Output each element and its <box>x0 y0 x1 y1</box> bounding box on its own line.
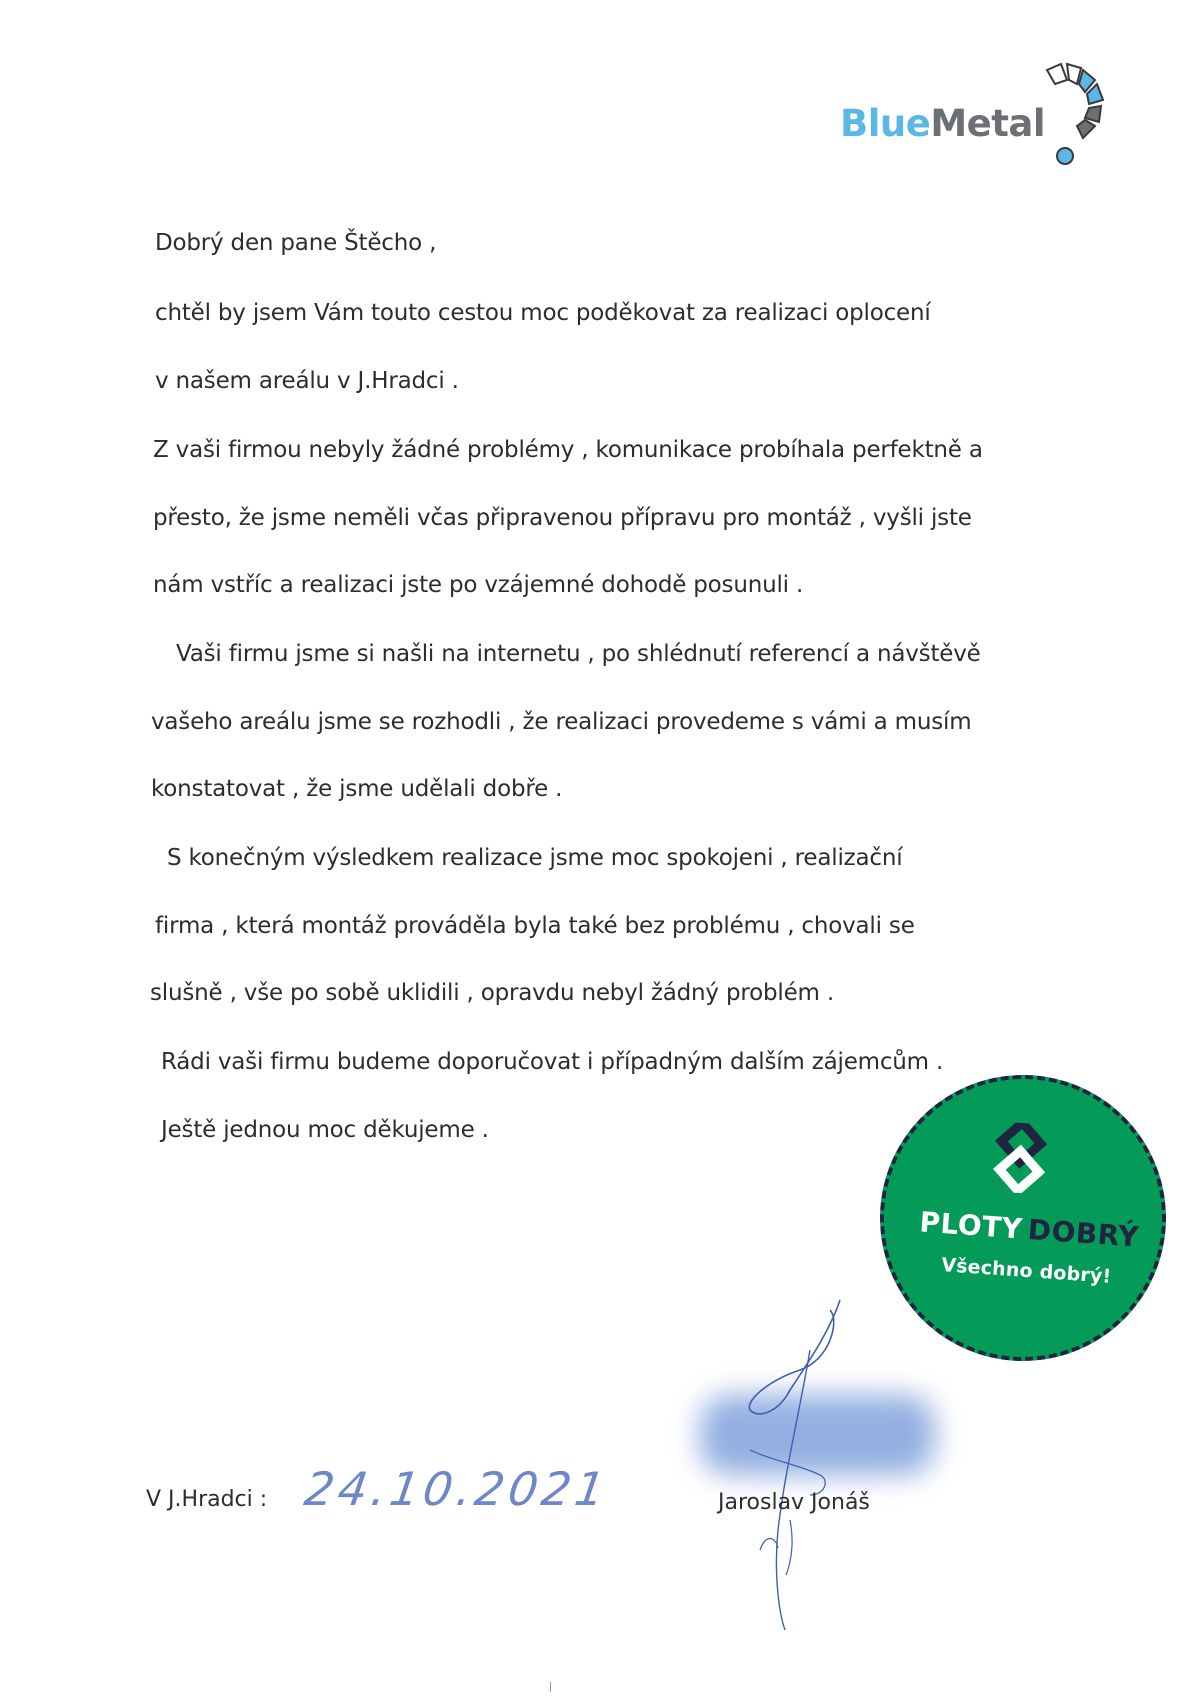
logo-wordmark <box>840 102 1045 145</box>
letter-line: přesto, že jsme neměli včas připravenou přípravu pro montáž , vyšli jste <box>153 505 972 531</box>
badge-slogan: Všechno dobrý! <box>940 1254 1113 1288</box>
letter-line: nám vstříc a realizaci jste po vzájemné dohodě posunuli . <box>153 572 804 598</box>
bluemetal-logo <box>840 62 1120 172</box>
handwritten-date: 24.10.2021 <box>301 1462 613 1516</box>
letter-line: Vaši firmu jsme si našli na internetu , po shlédnutí referencí a návštěvě <box>176 641 981 667</box>
letter-line: v našem areálu v J.Hradci . <box>155 368 459 394</box>
scan-mark <box>550 1682 551 1692</box>
letter-line: S konečným výsledkem realizace jsme moc spokojeni , realizační <box>167 845 903 871</box>
ploty-dobry-badge <box>880 1075 1170 1365</box>
place-label: V J.Hradci : <box>146 1487 268 1512</box>
badge-brand-dobry: DOBRÝ <box>1026 1212 1141 1254</box>
letter-line: Ještě jednou moc děkujeme . <box>161 1117 489 1143</box>
greeting: Dobrý den pane Štěcho , <box>155 230 437 256</box>
letter-line: firma , která montáž prováděla byla také bez problému , chovali se <box>155 913 915 939</box>
logo-blue-text: Blue <box>840 102 931 145</box>
badge-diamond-icon <box>983 1121 1058 1196</box>
letter-line: slušně , vše po sobě uklidili , opravdu nebyl žádný problém . <box>150 980 834 1006</box>
logo-question-mark-icon <box>1045 62 1105 172</box>
letter-line: konstatovat , že jsme udělali dobře . <box>151 776 563 802</box>
letter-line: Z vaši firmou nebyly žádné problémy , komunikace probíhala perfektně a <box>153 437 983 463</box>
logo-metal-text: Metal <box>930 102 1046 145</box>
letter-line: chtěl by jsem Vám touto cestou moc poděkovat za realizaci oplocení <box>155 300 931 326</box>
badge-brand-ploty: PLOTY <box>918 1205 1024 1246</box>
signature-scribble <box>690 1290 890 1650</box>
letter-line: vašeho areálu jsme se rozhodli , že realizaci provedeme s vámi a musím <box>151 709 972 735</box>
signer-name: Jaroslav Jonáš <box>718 1490 870 1515</box>
letter-line: Rádi vaši firmu budeme doporučovat i případným dalším zájemcům . <box>161 1049 944 1075</box>
